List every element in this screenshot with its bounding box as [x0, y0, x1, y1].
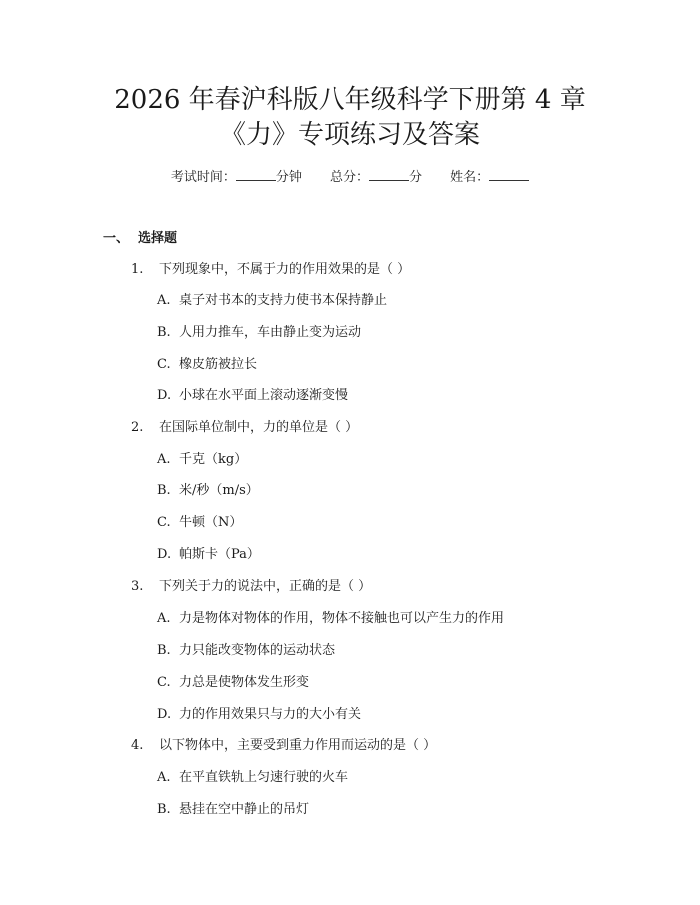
option-label: B. — [157, 802, 171, 817]
option-text: 在平直铁轨上匀速行驶的火车 — [179, 770, 349, 785]
question-3-option-d — [157, 705, 361, 725]
question-4-option-a — [157, 768, 348, 788]
option-label: D. — [157, 547, 172, 562]
option-label: D. — [157, 707, 172, 722]
option-text: 千克（kg） — [179, 452, 248, 467]
option-text: 小球在水平面上滚动逐渐变慢 — [179, 388, 349, 403]
option-label: D. — [157, 388, 172, 403]
total-score-blank — [369, 168, 409, 181]
question-number: 4. — [131, 738, 144, 753]
option-text: 力的作用效果只与力的大小有关 — [179, 707, 362, 722]
question-2-option-b — [157, 481, 259, 501]
option-text: 悬挂在空中静止的吊灯 — [179, 802, 310, 817]
student-name-blank — [489, 168, 529, 181]
question-3 — [131, 577, 371, 597]
question-3-option-c — [157, 673, 309, 693]
option-label: A. — [157, 452, 171, 467]
question-4 — [131, 736, 436, 756]
option-label: B. — [157, 643, 171, 658]
section-number: 一、 — [103, 231, 130, 246]
option-label: C. — [157, 515, 171, 530]
option-label: C. — [157, 675, 171, 690]
option-label: B. — [157, 325, 171, 340]
option-label: A. — [157, 293, 171, 308]
question-2 — [131, 418, 358, 438]
question-number: 3. — [131, 579, 144, 594]
document-title-line-1: 2026 年春沪科版八年级科学下册第 4 章 — [114, 85, 586, 115]
student-name-field — [450, 170, 529, 185]
question-1-option-c — [157, 355, 257, 375]
option-text: 橡皮筋被拉长 — [179, 357, 258, 372]
total-score-field — [330, 170, 426, 185]
total-score-label: 总分： — [329, 170, 369, 185]
document-title-line-2: 《力》专项练习及答案 — [219, 120, 480, 150]
question-number: 1. — [131, 262, 144, 277]
question-2-option-a — [157, 450, 247, 470]
question-1-option-a — [157, 291, 387, 311]
option-text: 米/秒（m/s） — [179, 483, 259, 498]
question-1-option-b — [157, 323, 361, 343]
exam-time-label: 考试时间： — [170, 170, 236, 185]
question-1 — [131, 260, 410, 280]
question-text: 在国际单位制中，力的单位是（ ） — [159, 420, 359, 435]
question-3-option-b — [157, 641, 335, 661]
exam-time-field — [171, 170, 306, 185]
question-number: 2. — [131, 420, 144, 435]
question-2-option-c — [157, 513, 242, 533]
question-text: 以下物体中，主要受到重力作用而运动的是（ ） — [159, 738, 437, 753]
option-label: A. — [157, 611, 171, 626]
option-text: 桌子对书本的支持力使书本保持静止 — [179, 293, 388, 308]
total-score-unit: 分 — [409, 170, 423, 185]
option-label: C. — [157, 357, 171, 372]
question-text: 下列关于力的说法中，正确的是（ ） — [159, 579, 372, 594]
question-2-option-d — [157, 545, 260, 565]
option-text: 帕斯卡（Pa） — [179, 547, 260, 562]
option-label: B. — [157, 483, 171, 498]
option-text: 牛顿（N） — [179, 515, 243, 530]
option-label: A. — [157, 770, 171, 785]
exam-info — [0, 168, 700, 188]
question-text: 下列现象中，不属于力的作用效果的是（ ） — [159, 262, 411, 277]
question-3-option-a — [157, 609, 504, 629]
option-text: 人用力推车，车由静止变为运动 — [179, 325, 362, 340]
section-heading — [103, 229, 177, 249]
option-text: 力只能改变物体的运动状态 — [179, 643, 336, 658]
option-text: 力总是使物体发生形变 — [179, 675, 310, 690]
option-text: 力是物体对物体的作用，物体不接触也可以产生力的作用 — [179, 611, 505, 626]
student-name-label: 姓名： — [450, 170, 490, 185]
question-1-option-d — [157, 386, 348, 406]
exam-time-unit: 分钟 — [275, 170, 302, 185]
exam-time-blank — [236, 168, 276, 181]
section-title: 选择题 — [138, 231, 178, 246]
question-4-option-b — [157, 800, 309, 820]
